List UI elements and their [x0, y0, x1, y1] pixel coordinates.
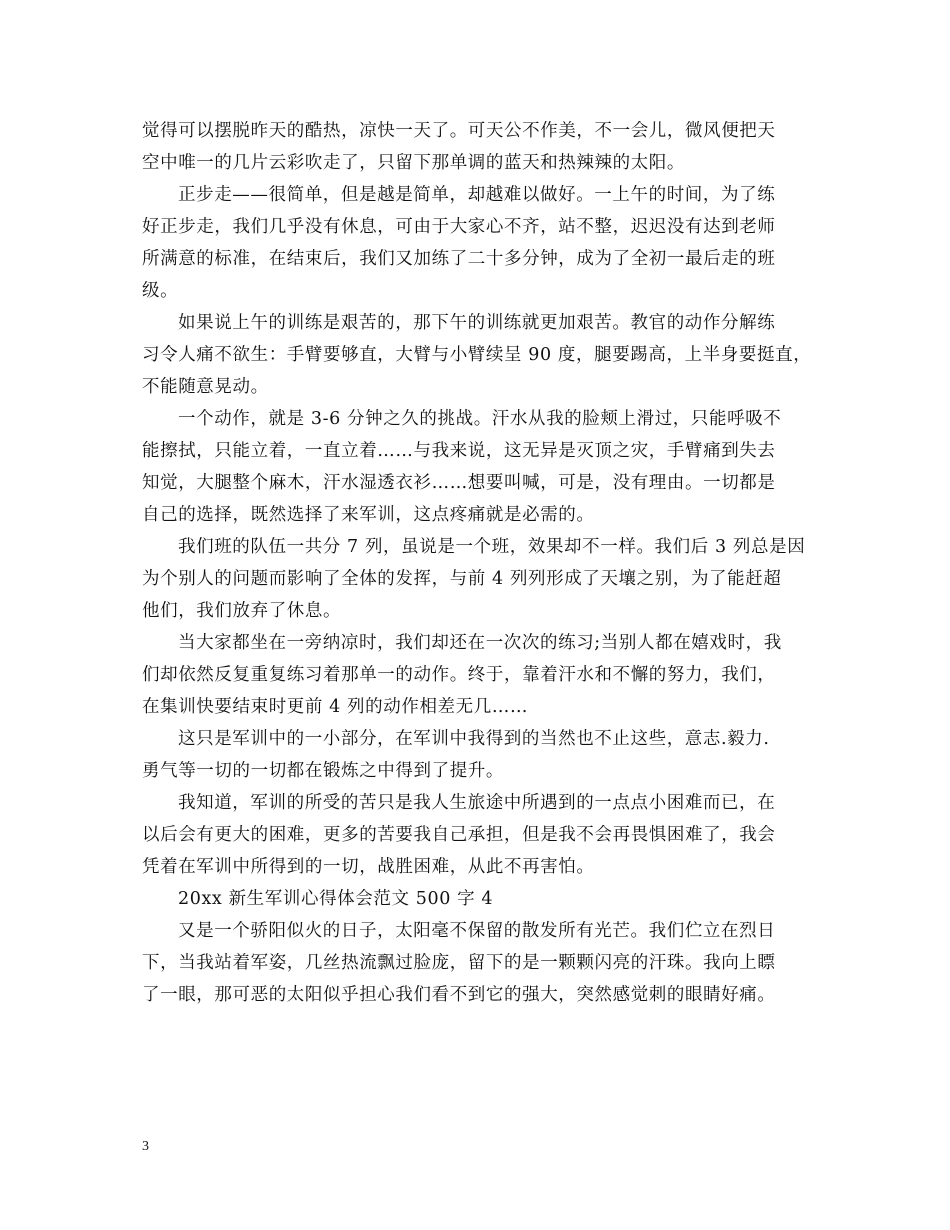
paragraph-first-line: 这只是军训中的一小部分，在军训中我得到的当然也不止这些，意志.毅力. — [178, 729, 770, 749]
text-line: 觉得可以摆脱昨天的酷热，凉快一天了。可天公不作美，不一会儿，微风便把天 — [142, 121, 776, 141]
text-line: 凭着在军训中所得到的一切，战胜困难，从此不再害怕。 — [142, 857, 595, 877]
text-line: 不能随意晃动。 — [142, 377, 269, 397]
text-line: 他们，我们放弃了休息。 — [142, 601, 342, 621]
text-line: 们却依然反复重复练习着那单一的动作。终于，靠着汗水和不懈的努力，我们， — [142, 665, 776, 685]
paragraph-first-line: 我知道，军训的所受的苦只是我人生旅途中所遇到的一点点小困难而已，在 — [178, 793, 776, 813]
text-line: 了一眼，那可恶的太阳似乎担心我们看不到它的强大，突然感觉刺的眼睛好痛。 — [142, 985, 776, 1005]
document-body — [142, 115, 810, 1011]
text-line: 所满意的标准，在结束后，我们又加练了二十多分钟，成为了全初一最后走的班 — [142, 249, 776, 269]
paragraph-first-line: 又是一个骄阳似火的日子，太阳毫不保留的散发所有光芒。我们伫立在烈日 — [178, 921, 776, 941]
text-line: 知觉，大腿整个麻木，汗水湿透衣衫……想要叫喊，可是，没有理由。一切都是 — [142, 473, 776, 493]
text-line: 为个别人的问题而影响了全体的发挥，与前 4 列列形成了天壤之别，为了能赶超 — [142, 569, 782, 589]
section-heading: 20xx 新生军训心得体会范文 500 字 4 — [178, 889, 494, 909]
text-line: 以后会有更大的困难，更多的苦要我自己承担，但是我不会再畏惧困难了，我会 — [142, 825, 776, 845]
paragraph-first-line: 一个动作，就是 3-6 分钟之久的挑战。汗水从我的脸颊上滑过，只能呼吸不 — [178, 409, 782, 429]
text-line: 在集训快要结束时更前 4 列的动作相差无几…… — [142, 697, 529, 717]
text-line: 能擦拭，只能立着，一直立着……与我来说，这无异是灭顶之灾，手臂痛到失去 — [142, 441, 776, 461]
text-line: 下，当我站着军姿，几丝热流飘过脸庞，留下的是一颗颗闪亮的汗珠。我向上瞟 — [142, 953, 776, 973]
page-number: 3 — [142, 1139, 149, 1154]
text-line: 好正步走，我们几乎没有休息，可由于大家心不齐，站不整，迟迟没有达到老师 — [142, 217, 776, 237]
text-line: 空中唯一的几片云彩吹走了，只留下那单调的蓝天和热辣辣的太阳。 — [142, 153, 685, 173]
paragraph-first-line: 我们班的队伍一共分 7 列，虽说是一个班，效果却不一样。我们后 3 列总是因 — [178, 537, 806, 557]
paragraph-first-line: 如果说上午的训练是艰苦的，那下午的训练就更加艰苦。教官的动作分解练 — [178, 313, 776, 333]
paragraph-first-line: 正步走——很简单，但是越是简单，却越难以做好。一上午的时间，为了练 — [178, 185, 776, 205]
text-line: 级。 — [142, 281, 179, 301]
text-line: 自己的选择，既然选择了来军训，这点疼痛就是必需的。 — [142, 505, 595, 525]
text-line: 习令人痛不欲生：手臂要够直，大臂与小臂续呈 90 度，腿要踢高，上半身要挺直， — [142, 345, 812, 365]
paragraph-first-line: 当大家都坐在一旁纳凉时，我们却还在一次次的练习;当别人都在嬉戏时，我 — [178, 633, 782, 653]
text-line: 勇气等一切的一切都在锻炼之中得到了提升。 — [142, 761, 504, 781]
